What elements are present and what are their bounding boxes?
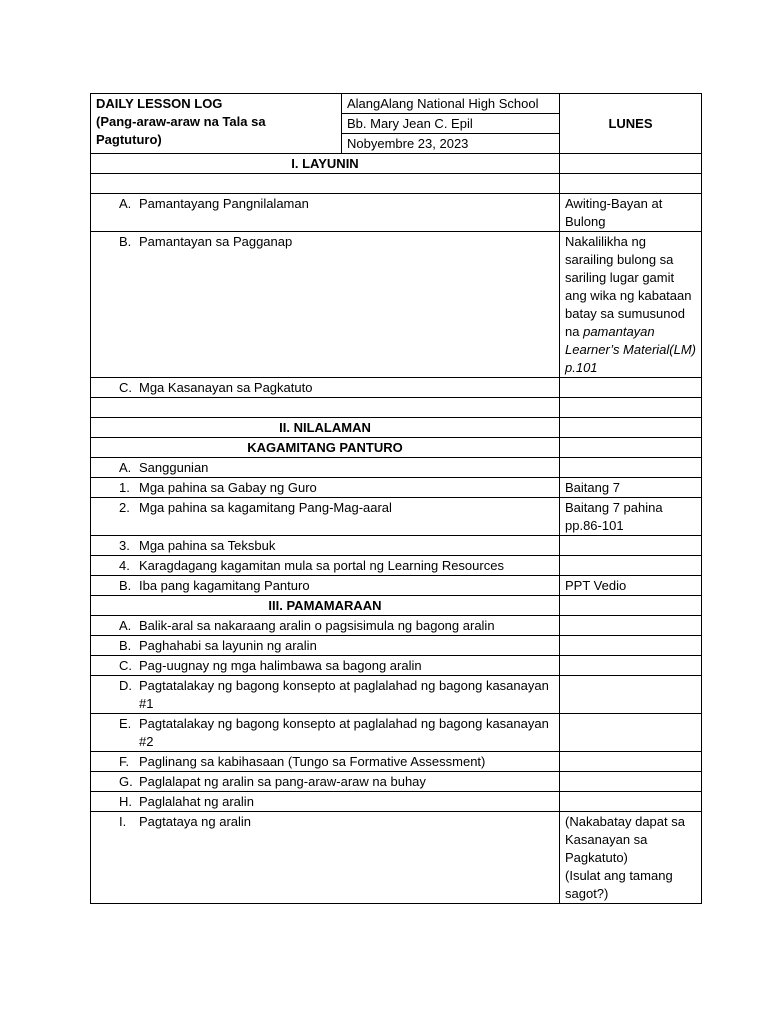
row-marker: 1. xyxy=(119,480,130,495)
section-subheading-row xyxy=(91,438,702,458)
row-label: Pagtatalakay ng bagong konsepto at paglalahad ng bagong kasanayan #1 xyxy=(139,678,549,711)
row-label-cell xyxy=(91,576,560,596)
row-value xyxy=(560,556,702,576)
row-value: PPT Vedio xyxy=(560,576,702,596)
row-value: Baitang 7 xyxy=(560,478,702,498)
row-marker: I. xyxy=(119,814,127,829)
section-subheading-kagamitang-panturo: KAGAMITANG PANTURO xyxy=(91,438,560,458)
row-value xyxy=(560,378,702,398)
row-label: Pagtatalakay ng bagong konsepto at paglalahad ng bagong kasanayan #2 xyxy=(139,716,549,749)
row-marker: G. xyxy=(119,774,133,789)
row-value: Awiting-Bayan at Bulong xyxy=(560,194,702,232)
row-label: Iba pang kagamitang Panturo xyxy=(139,578,310,593)
table-row xyxy=(91,378,702,398)
row-marker: A. xyxy=(119,618,132,633)
blank-row xyxy=(91,174,702,194)
lesson-date: Nobyembre 23, 2023 xyxy=(342,134,560,154)
row-value xyxy=(560,714,702,752)
row-value: (Nakabatay dapat sa Kasanayan sa Pagkatuto) xyxy=(565,814,685,865)
row-label-cell xyxy=(91,636,560,656)
row-label: Mga pahina sa Teksbuk xyxy=(139,538,276,553)
table-row xyxy=(91,616,702,636)
row-label: Mga pahina sa kagamitang Pang-Mag-aaral xyxy=(139,500,392,515)
day-label: LUNES xyxy=(560,94,702,154)
table-row xyxy=(91,576,702,596)
section-heading-pamamaraan: III. PAMAMARAAN xyxy=(91,596,560,616)
row-marker: E. xyxy=(119,716,132,731)
row-label-cell xyxy=(91,194,560,232)
table-row xyxy=(91,772,702,792)
row-marker: 3. xyxy=(119,538,130,553)
row-marker: B. xyxy=(119,234,132,249)
row-value-italic: pamantayan Learner’s Material(LM) p.101 xyxy=(565,324,697,375)
table-row xyxy=(91,556,702,576)
row-marker: H. xyxy=(119,794,132,809)
school-name: AlangAlang National High School xyxy=(342,94,560,114)
empty-cell xyxy=(560,174,702,194)
empty-cell xyxy=(560,398,702,418)
row-label-cell xyxy=(91,458,560,478)
section-heading-row xyxy=(91,154,702,174)
table-row xyxy=(91,478,702,498)
row-value: Nakalilikha ng sarailing bulong sa sariling lugar gamit ang wika ng kabataan batay sa sumusunod na xyxy=(565,234,692,339)
row-marker: 4. xyxy=(119,558,130,573)
row-label-cell xyxy=(91,498,560,536)
row-marker: B. xyxy=(119,638,132,653)
section-heading-nilalaman: II. NILALAMAN xyxy=(91,418,560,438)
row-label-cell xyxy=(91,656,560,676)
row-value: Baitang 7 pahina pp.86-101 xyxy=(560,498,702,536)
document-title-line2: (Pang-araw-araw na Tala sa xyxy=(96,114,266,129)
row-label: Paglalahat ng aralin xyxy=(139,794,254,809)
table-row xyxy=(91,714,702,752)
row-label-cell xyxy=(91,378,560,398)
row-value xyxy=(560,536,702,556)
row-value-secondary: (Isulat ang tamang sagot?) xyxy=(565,868,673,901)
teacher-name: Bb. Mary Jean C. Epil xyxy=(342,114,560,134)
row-value xyxy=(560,752,702,772)
table-row xyxy=(91,232,702,378)
row-label: Balik-aral sa nakaraang aralin o pagsisimula ng bagong aralin xyxy=(139,618,495,633)
row-label-cell xyxy=(91,232,560,378)
row-label: Pamantayan sa Pagganap xyxy=(139,234,293,249)
row-label-cell xyxy=(91,556,560,576)
row-label: Mga pahina sa Gabay ng Guro xyxy=(139,480,317,495)
row-label: Mga Kasanayan sa Pagkatuto xyxy=(139,380,313,395)
row-value-cell xyxy=(560,812,702,904)
section-heading-row xyxy=(91,596,702,616)
row-label-cell xyxy=(91,792,560,812)
table-row xyxy=(91,812,702,904)
table-row xyxy=(91,752,702,772)
row-label: Paglinang sa kabihasaan (Tungo sa Formative Assessment) xyxy=(139,754,486,769)
row-value xyxy=(560,458,702,478)
row-label: Paglalapat ng aralin sa pang-araw-araw na buhay xyxy=(139,774,426,789)
row-marker: F. xyxy=(119,754,130,769)
section-heading-layunin: I. LAYUNIN xyxy=(91,154,560,174)
table-row xyxy=(91,498,702,536)
empty-cell xyxy=(91,174,560,194)
row-marker: B. xyxy=(119,578,132,593)
empty-cell xyxy=(91,398,560,418)
row-label: Pag-uugnay ng mga halimbawa sa bagong aralin xyxy=(139,658,422,673)
table-row xyxy=(91,676,702,714)
row-value-cell xyxy=(560,232,702,378)
row-label: Pagtataya ng aralin xyxy=(139,814,252,829)
row-marker: C. xyxy=(119,658,132,673)
row-label: Karagdagang kagamitan mula sa portal ng Learning Resources xyxy=(139,558,504,573)
empty-cell xyxy=(560,438,702,458)
table-row xyxy=(91,792,702,812)
row-label: Paghahabi sa layunin ng aralin xyxy=(139,638,317,653)
row-value xyxy=(560,772,702,792)
document-title-line1: DAILY LESSON LOG xyxy=(96,96,223,111)
table-row xyxy=(91,458,702,478)
row-label: Sanggunian xyxy=(139,460,209,475)
document-title-line3: Pagtuturo) xyxy=(96,132,162,147)
row-value xyxy=(560,792,702,812)
row-label-cell xyxy=(91,616,560,636)
row-marker: D. xyxy=(119,678,132,693)
row-label-cell xyxy=(91,714,560,752)
row-label-cell xyxy=(91,478,560,498)
table-row xyxy=(91,656,702,676)
row-value xyxy=(560,636,702,656)
row-marker: 2. xyxy=(119,500,130,515)
table-row xyxy=(91,536,702,556)
section-heading-row xyxy=(91,418,702,438)
empty-cell xyxy=(560,418,702,438)
empty-cell xyxy=(560,596,702,616)
row-label-cell xyxy=(91,536,560,556)
row-label-cell xyxy=(91,772,560,792)
row-marker: C. xyxy=(119,380,132,395)
row-label-cell xyxy=(91,812,560,904)
lesson-log-table xyxy=(90,93,702,904)
row-label-cell xyxy=(91,752,560,772)
row-marker: A. xyxy=(119,196,132,211)
document-title-cell xyxy=(91,94,342,154)
header-row-school xyxy=(91,94,702,114)
row-value xyxy=(560,656,702,676)
row-label: Pamantayang Pangnilalaman xyxy=(139,196,309,211)
table-row xyxy=(91,636,702,656)
blank-row xyxy=(91,398,702,418)
row-value xyxy=(560,676,702,714)
table-row xyxy=(91,194,702,232)
row-marker: A. xyxy=(119,460,132,475)
row-value xyxy=(560,616,702,636)
row-label-cell xyxy=(91,676,560,714)
empty-cell xyxy=(560,154,702,174)
